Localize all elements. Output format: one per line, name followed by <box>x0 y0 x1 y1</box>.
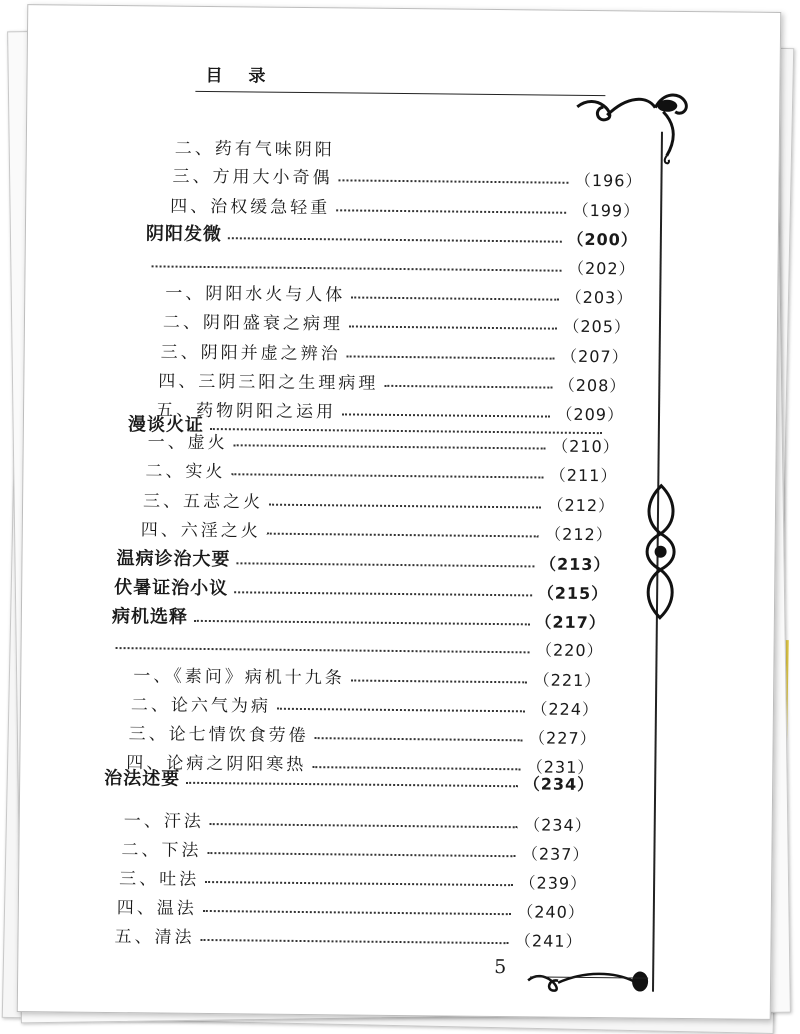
leader-dots <box>347 355 555 359</box>
page-header-title: 目 录 <box>205 65 276 87</box>
toc-entry <box>116 544 610 575</box>
leader-dots <box>234 444 546 449</box>
toc-entry <box>145 248 635 279</box>
toc-entry-page: （207） <box>560 346 629 367</box>
toc-entry-title: 四、治权缓急轻重 <box>170 196 331 219</box>
toc-entry-page: （199） <box>572 200 641 221</box>
leader-dots <box>384 385 552 389</box>
leader-dots <box>186 782 518 787</box>
toc-entry-page: （213） <box>539 554 611 575</box>
toc-entry-title: 病机选释 <box>111 605 188 628</box>
toc-entry <box>114 573 608 604</box>
toc-entry-title: 伏暑证治小议 <box>114 577 229 600</box>
toc-entry <box>131 689 599 720</box>
toc-entry-page: （227） <box>528 728 597 749</box>
toc-entry-title: 一、《素问》病机十九条 <box>133 666 345 689</box>
toc-entry-title: 阴阳发微 <box>145 223 223 246</box>
table-of-contents <box>18 5 780 1019</box>
leader-dots <box>205 881 513 886</box>
leader-dots <box>269 504 541 509</box>
toc-entry-page: （231） <box>526 757 595 778</box>
toc-entry <box>146 219 638 250</box>
toc-entry <box>114 921 582 952</box>
toc-entry <box>161 336 629 367</box>
toc-entry <box>112 602 606 633</box>
toc-entry-page: （212） <box>547 495 616 516</box>
toc-entry-page: （212） <box>545 524 613 545</box>
toc-entry-page: （237） <box>521 844 590 865</box>
toc-entry-title: 五、清法 <box>114 927 195 948</box>
toc-entry-page: （200） <box>567 229 638 250</box>
leader-dots <box>231 473 543 478</box>
toc-entry <box>121 834 589 865</box>
toc-entry-page: （241） <box>514 931 583 951</box>
leader-dots <box>234 591 532 596</box>
leader-dots <box>194 620 530 626</box>
leader-dots <box>207 852 515 857</box>
leader-dots <box>351 680 528 684</box>
toc-entry-page: （211） <box>549 465 618 486</box>
toc-entry-page: （239） <box>519 873 588 893</box>
toc-entry <box>172 161 642 192</box>
toc-entry <box>165 278 633 309</box>
toc-entry-title: 四、温法 <box>116 898 197 919</box>
leader-dots <box>315 737 523 741</box>
leader-dots <box>277 708 525 713</box>
leader-dots <box>351 296 559 300</box>
toc-entry-title: 二、阴阳盛衰之病理 <box>162 312 344 335</box>
toc-entry <box>170 191 640 222</box>
leader-dots <box>267 533 539 538</box>
toc-entry-page: （221） <box>533 670 602 691</box>
toc-entry-title: 一、阴阳水火与人体 <box>165 283 346 306</box>
toc-entry <box>148 426 620 457</box>
leader-dots <box>116 647 530 653</box>
toc-entry-page: （224） <box>531 699 600 720</box>
toc-entry <box>145 455 617 486</box>
toc-entry-title: 四、六淫之火 <box>140 520 261 542</box>
toc-entry <box>129 718 597 749</box>
toc-entry-page: （217） <box>535 612 606 633</box>
toc-entry-title: 二、实火 <box>145 461 226 483</box>
toc-entry-title: 三、方用大小奇偶 <box>172 166 333 189</box>
leader-dots <box>336 209 566 213</box>
toc-entry-title: 三、论七情饮食劳倦 <box>128 724 309 747</box>
toc-entry <box>141 514 613 545</box>
toc-entry-page: （234） <box>524 815 592 836</box>
toc-entry <box>117 892 585 923</box>
leader-dots <box>203 910 511 915</box>
toc-entry <box>104 764 594 795</box>
toc-entry-title: 治法述要 <box>104 767 181 790</box>
toc-entry <box>175 133 645 164</box>
toc-entry-title: 三、吐法 <box>119 869 200 890</box>
toc-entry-title: 二、下法 <box>121 840 202 861</box>
toc-entry-title: 三、阴阳并虚之辨治 <box>160 342 341 365</box>
leader-dots <box>349 325 557 329</box>
toc-entry-title: 温病诊治大要 <box>116 548 231 571</box>
toc-entry <box>109 630 603 661</box>
toc-entry <box>163 307 631 338</box>
toc-entry <box>133 660 601 691</box>
toc-entry <box>158 365 626 396</box>
toc-entry-title: 一、汗法 <box>123 811 204 832</box>
toc-entry-title: 四、论病之阴阳寒热 <box>126 753 307 776</box>
toc-entry <box>119 863 587 894</box>
toc-entry-page: （196） <box>574 170 643 191</box>
toc-entry-page: （205） <box>563 316 632 337</box>
toc-entry-page: （240） <box>517 902 585 922</box>
toc-entry-page: （203） <box>565 287 634 308</box>
toc-entry-title: 三、五志之火 <box>142 491 264 513</box>
book-page <box>17 4 782 1020</box>
toc-entry-title: 一、虚火 <box>147 432 228 454</box>
toc-entry <box>124 805 592 836</box>
leader-dots <box>338 179 568 183</box>
toc-entry-page: （202） <box>567 258 636 279</box>
leader-dots <box>236 562 534 567</box>
toc-entry-title: 四、三阴三阳之生理病理 <box>158 371 379 394</box>
toc-entry-page: （210） <box>552 436 620 457</box>
toc-entry-page: （220） <box>535 640 604 661</box>
leader-dots <box>200 939 508 944</box>
toc-entry-title: 五、药物阴阳之运用 <box>155 400 337 423</box>
leader-dots <box>152 265 562 271</box>
page-number: 5 <box>494 956 507 979</box>
leader-dots <box>210 823 518 828</box>
toc-entry-page: （215） <box>537 583 609 604</box>
toc-entry-title: 二、论六气为病 <box>130 695 272 717</box>
toc-entry-title: 二、药有气味阴阳 <box>174 138 335 161</box>
toc-entry-page: （234） <box>523 774 595 795</box>
toc-entry-page: （208） <box>558 375 627 396</box>
toc-entry-page: （209） <box>556 404 625 425</box>
toc-entry-title: 漫谈火证 <box>127 414 205 436</box>
toc-entry <box>143 485 615 516</box>
leader-dots <box>228 237 562 242</box>
